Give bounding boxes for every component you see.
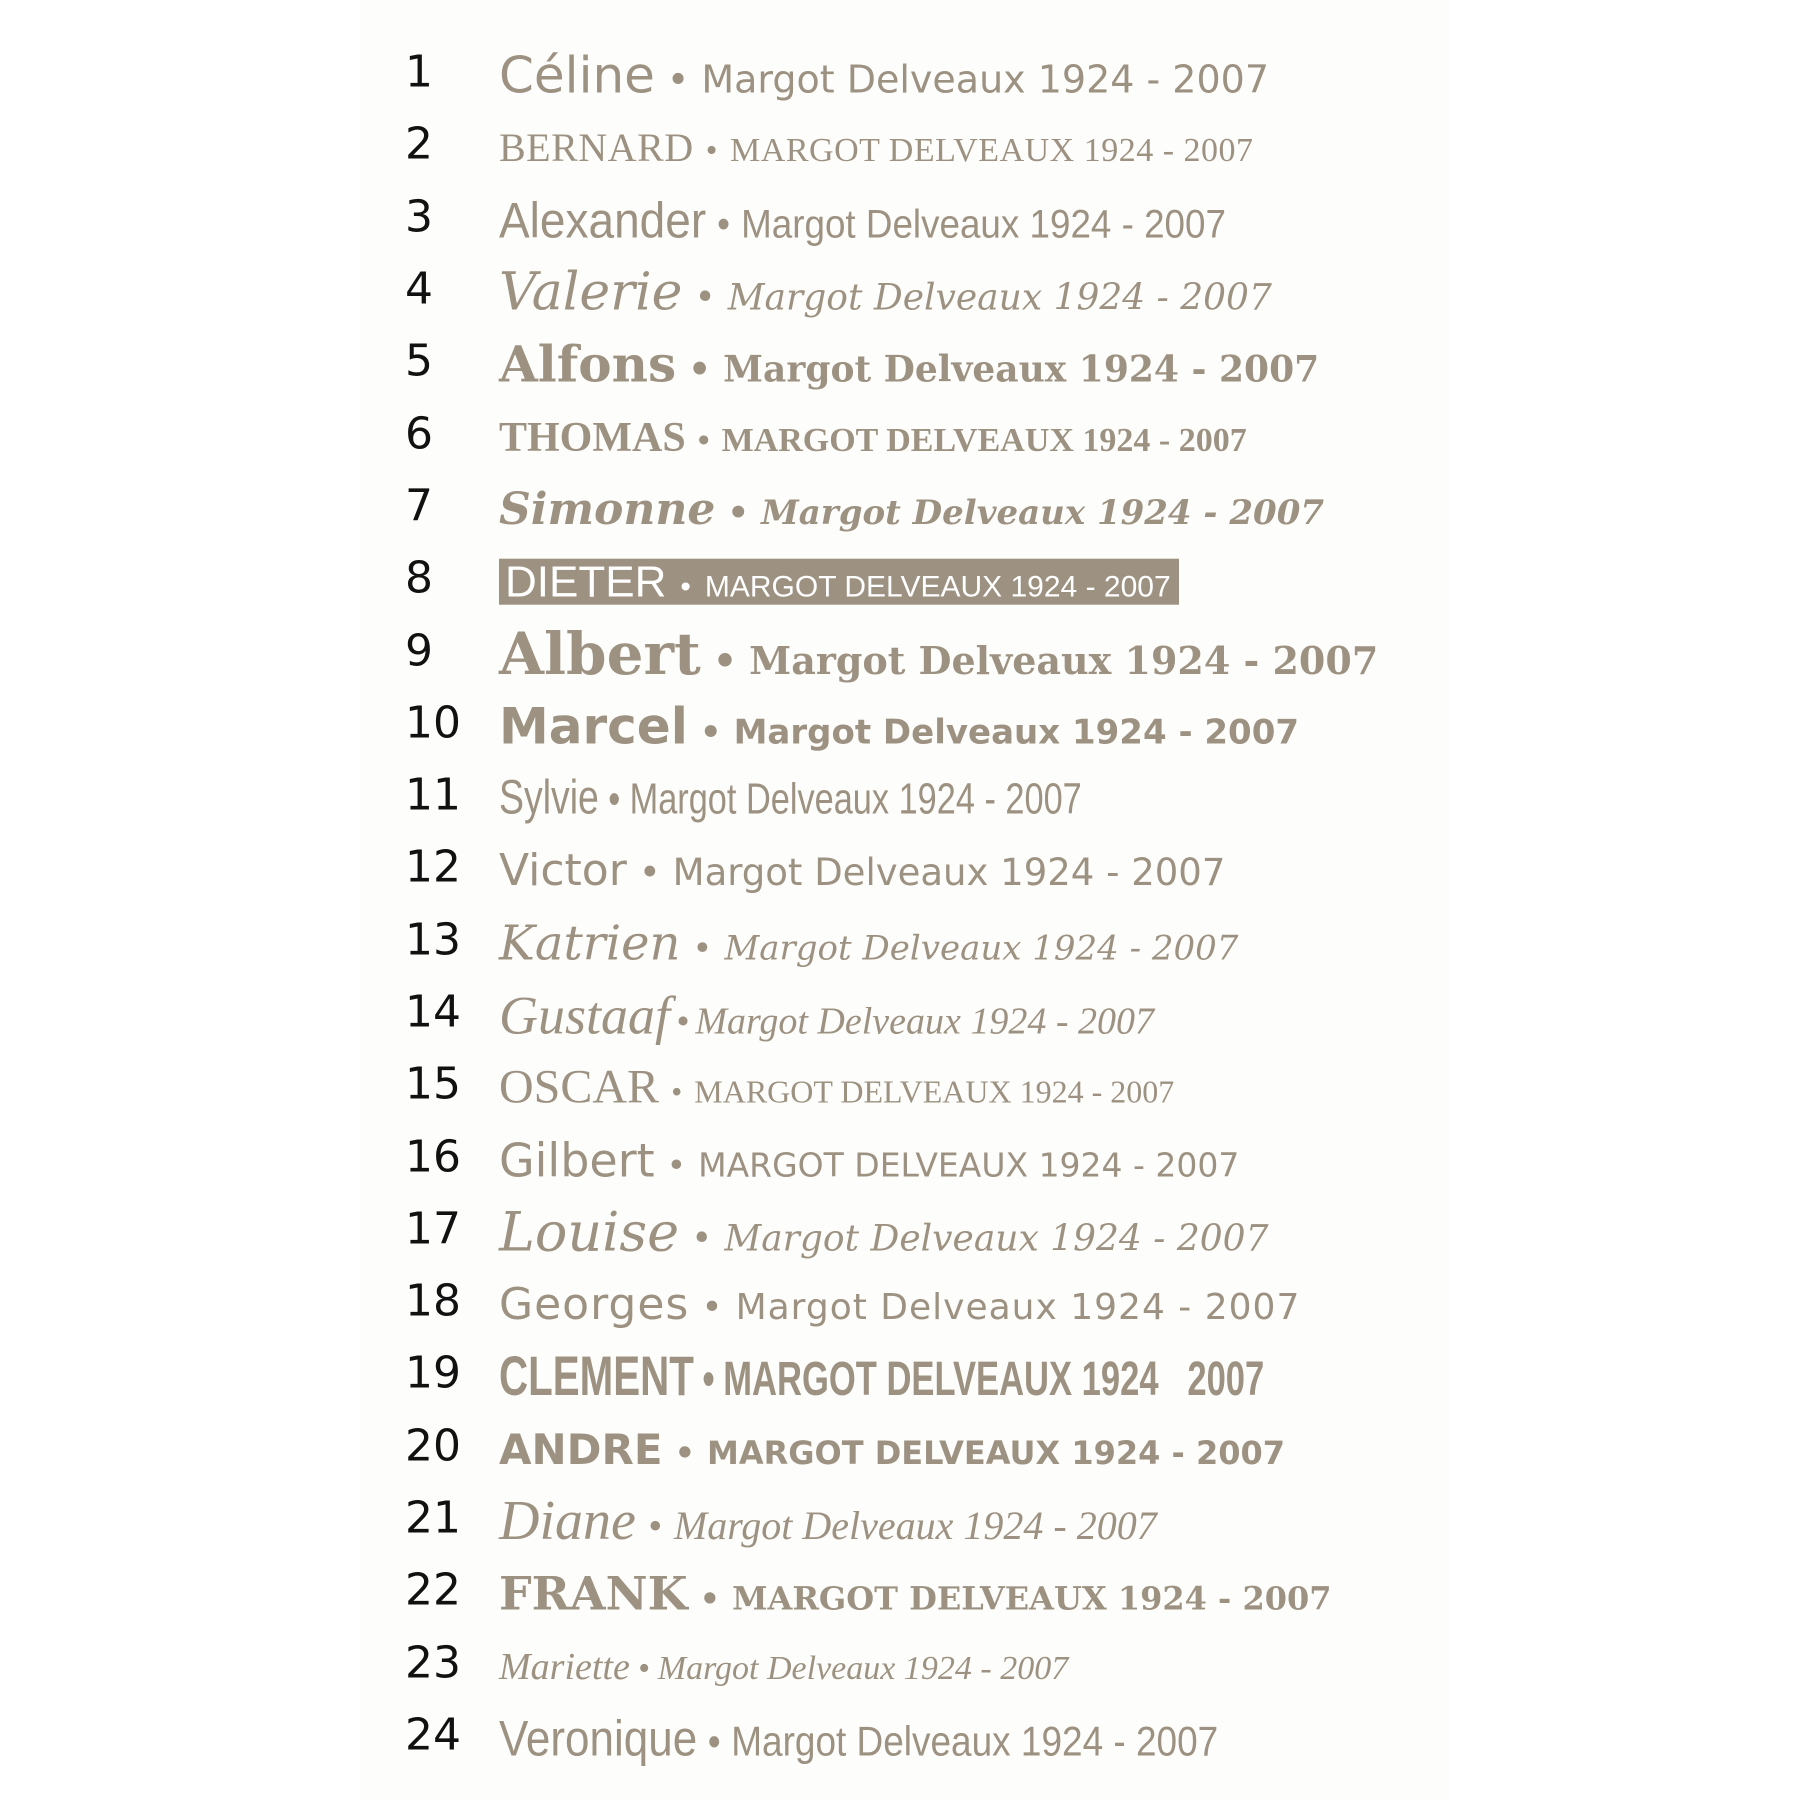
sample-number: 3 — [405, 191, 433, 243]
sample-name: OSCAR — [499, 1060, 660, 1114]
sample-text — [499, 125, 1254, 171]
sample-text — [499, 1567, 1332, 1622]
font-sample-row-18 — [405, 1271, 1405, 1343]
font-sample-row-21 — [405, 1488, 1405, 1560]
sample-name: Victor — [499, 845, 627, 897]
font-sample-row-2 — [405, 114, 1405, 186]
separator-dot: • — [688, 348, 712, 391]
sample-inscription: Margot Delveaux 1924 - 2007 — [724, 928, 1239, 969]
sample-inscription: MARGOT DELVEAUX 1924 - 2007 — [707, 1433, 1285, 1472]
separator-dot: • — [638, 851, 661, 895]
sample-number: 23 — [405, 1637, 461, 1689]
sample-text — [499, 1200, 1269, 1264]
separator-dot: • — [694, 277, 716, 319]
font-sample-row-11 — [405, 765, 1405, 837]
sample-name: Katrien — [499, 915, 681, 972]
sample-inscription: Margot Delveaux 1924 - 2007 — [629, 774, 1082, 824]
sample-text — [499, 619, 1379, 688]
sample-inscription: MARGOT DELVEAUX 1924 - 2007 — [698, 1145, 1240, 1185]
separator-dot: • — [666, 57, 690, 102]
sample-number: 14 — [405, 986, 461, 1038]
sample-number: 4 — [405, 263, 433, 315]
sample-inscription: Margot Delveaux 1924 - 2007 — [733, 712, 1300, 753]
sample-name: Diane — [499, 1490, 636, 1553]
sample-inscription: MARGOT DELVEAUX 1924 - 2007 — [694, 1073, 1175, 1110]
sample-name: Sylvie — [499, 771, 599, 825]
sample-name: THOMAS — [499, 414, 686, 461]
font-sample-row-9 — [405, 620, 1405, 692]
separator-dot: • — [699, 712, 722, 753]
sample-number: 2 — [405, 119, 433, 171]
sample-number: 1 — [405, 46, 433, 98]
sample-number: 8 — [405, 552, 433, 604]
sample-inscription: Margot Delveaux 1924 - 2007 — [749, 637, 1379, 683]
sample-text — [499, 414, 1247, 461]
separator-dot: • — [699, 1580, 721, 1619]
sample-number: 24 — [405, 1709, 461, 1761]
font-sample-row-1 — [405, 42, 1405, 114]
font-sample-row-20 — [405, 1416, 1405, 1488]
sample-inscription: Margot Delveaux 1924 - 2007 — [731, 1717, 1219, 1765]
sample-inscription: Margot Delveaux 1924 - 2007 — [701, 57, 1270, 102]
font-sample-row-4 — [405, 259, 1405, 331]
sample-text — [499, 46, 1270, 105]
sample-text — [499, 915, 1239, 972]
separator-dot: • — [701, 1286, 724, 1328]
sample-name: Mariette — [499, 1645, 630, 1688]
font-sample-row-7 — [405, 476, 1405, 548]
sample-number: 11 — [405, 769, 461, 821]
font-sample-row-10 — [405, 693, 1405, 765]
font-sample-row-13 — [405, 910, 1405, 982]
separator-dot: • — [676, 1000, 690, 1043]
font-sample-row-16 — [405, 1126, 1405, 1198]
sample-name: Georges — [499, 1278, 690, 1330]
sample-text — [499, 771, 1082, 825]
font-sample-row-22 — [405, 1560, 1405, 1632]
separator-dot: • — [691, 1218, 713, 1260]
sample-name: Céline — [499, 46, 655, 105]
sample-number: 9 — [405, 625, 433, 677]
sample-name: CLEMENT — [499, 1344, 694, 1408]
sample-inscription: Margot Delveaux 1924 - 2007 — [657, 1649, 1069, 1687]
sample-inscription: MARGOT DELVEAUX 1924 2007 — [723, 1353, 1265, 1407]
sample-number: 17 — [405, 1203, 461, 1255]
sample-text — [499, 985, 1155, 1046]
font-sample-row-15 — [405, 1054, 1405, 1126]
separator-dot: • — [705, 132, 719, 170]
font-sample-row-14 — [405, 982, 1405, 1054]
sample-text — [499, 334, 1320, 394]
sample-text — [499, 845, 1226, 897]
sample-number: 22 — [405, 1565, 461, 1617]
sample-name: Alfons — [499, 334, 677, 394]
sample-number: 5 — [405, 336, 433, 388]
sample-text — [499, 1424, 1285, 1474]
font-sample-row-23 — [405, 1633, 1405, 1705]
font-sample-row-6 — [405, 403, 1405, 475]
sample-number: 15 — [405, 1059, 461, 1111]
separator-dot: • — [608, 774, 621, 824]
sample-name: BERNARD — [499, 125, 694, 171]
sample-number: 12 — [405, 842, 461, 894]
sample-text — [499, 1060, 1175, 1114]
sample-text — [499, 1133, 1240, 1188]
sample-name: FRANK — [499, 1567, 688, 1622]
sample-text — [499, 483, 1325, 535]
font-sample-row-8 — [405, 548, 1405, 620]
separator-dot: • — [692, 928, 713, 969]
separator-dot: • — [647, 1503, 662, 1549]
sample-inscription: Margot Delveaux 1924 - 2007 — [741, 202, 1226, 247]
sample-inscription: MARGOT DELVEAUX 1924 - 2007 — [730, 132, 1254, 170]
sample-text — [499, 697, 1300, 756]
font-sample-row-3 — [405, 187, 1405, 259]
font-sample-list — [405, 42, 1405, 1777]
sample-number: 21 — [405, 1492, 461, 1544]
sample-number: 6 — [405, 408, 433, 460]
sample-number: 16 — [405, 1131, 461, 1183]
separator-dot: • — [712, 637, 738, 683]
sample-text-highlighted — [499, 559, 1179, 605]
sample-name: Gilbert — [499, 1133, 655, 1188]
sample-name: Louise — [499, 1200, 680, 1264]
sample-name: DIETER — [505, 557, 667, 607]
sample-name: Simonne — [499, 483, 716, 535]
separator-dot: • — [680, 570, 691, 604]
sample-inscription: Margot Delveaux 1924 - 2007 — [724, 1218, 1269, 1260]
separator-dot: • — [707, 1717, 721, 1765]
sample-text — [499, 1710, 1219, 1767]
sample-inscription: Margot Delveaux 1924 - 2007 — [735, 1286, 1301, 1328]
sample-number: 7 — [405, 480, 433, 532]
sample-text — [499, 1344, 1265, 1408]
sample-name: Veronique — [499, 1710, 698, 1767]
sample-inscription: Margot Delveaux 1924 - 2007 — [723, 348, 1320, 391]
sample-text — [499, 1645, 1069, 1688]
separator-dot: • — [674, 1433, 696, 1472]
sample-name: Albert — [499, 619, 701, 688]
separator-dot: • — [727, 492, 750, 533]
font-sample-row-24 — [405, 1705, 1405, 1777]
font-sample-row-12 — [405, 837, 1405, 909]
sample-text — [499, 192, 1226, 249]
sample-inscription: Margot Delveaux 1924 - 2007 — [672, 851, 1226, 895]
sample-name: Gustaaf — [499, 985, 671, 1046]
separator-dot: • — [702, 1353, 715, 1407]
sample-inscription: Margot Delveaux 1924 - 2007 — [695, 1000, 1155, 1043]
separator-dot: • — [637, 1649, 650, 1687]
font-sample-row-19 — [405, 1343, 1405, 1415]
sample-text — [499, 1490, 1157, 1553]
sample-inscription: MARGOT DELVEAUX 1924 - 2007 — [704, 570, 1171, 604]
sample-number: 20 — [405, 1420, 461, 1472]
sample-name: Marcel — [499, 697, 688, 756]
separator-dot: • — [697, 421, 710, 459]
sample-name: ANDRE — [499, 1424, 663, 1474]
sample-inscription: Margot Delveaux 1924 - 2007 — [761, 492, 1325, 533]
font-sample-row-17 — [405, 1199, 1405, 1271]
separator-dot: • — [717, 202, 731, 247]
sample-number: 10 — [405, 697, 461, 749]
sample-inscription: MARGOT DELVEAUX 1924 - 2007 — [732, 1580, 1332, 1619]
separator-dot: • — [666, 1145, 687, 1185]
sample-inscription: Margot Delveaux 1924 - 2007 — [673, 1503, 1157, 1549]
font-sample-row-5 — [405, 331, 1405, 403]
sample-inscription: MARGOT DELVEAUX 1924 - 2007 — [721, 421, 1247, 459]
sample-name: Alexander — [499, 192, 707, 249]
sample-number: 18 — [405, 1275, 461, 1327]
sample-number: 19 — [405, 1348, 461, 1400]
sample-text — [499, 1278, 1301, 1330]
sample-number: 13 — [405, 914, 461, 966]
separator-dot: • — [671, 1073, 683, 1110]
sample-name: Valerie — [499, 262, 683, 323]
sample-inscription: Margot Delveaux 1924 - 2007 — [727, 277, 1272, 319]
sample-text — [499, 262, 1272, 323]
